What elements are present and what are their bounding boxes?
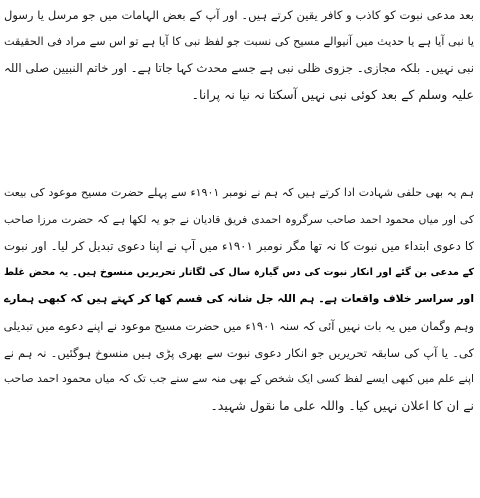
text-line: کی۔ یا آپ کی سابقہ تحریریں جو انکار دعوی نبوت سے بھری پڑی ہیں منسوخ ہوگئیں۔ نہ ہم نے: [4, 345, 474, 360]
text-line: وہم وگمان میں یہ بات نہیں آئی کہ سنہ ۱۹۰۱ء میں حضرت مسیح موعود نے اپنے دعوے میں تبدیلی: [4, 318, 474, 333]
text-line: اپنے علم میں کبھی ایسے لفظ کسی ایک شخص کے بھی منہ سے سنے جب تک کہ میاں محمود احمد صاحب: [4, 372, 474, 386]
text-line: یا نبی آیا ہے یا حدیث میں آنیوالے مسیح کی نسبت جو لفظ نبی کا آیا ہے تو اس سے مراد فی الحقیقت: [4, 34, 474, 48]
text-line: علیہ وسلم کے بعد کوئی نبی نہیں آسکتا نہ نیا نہ پرانا۔: [191, 86, 474, 102]
text-line: ہم یہ بھی حلفی شہادت ادا کرتے ہیں کہ ہم نے نومبر ۱۹۰۱ء سے پہلے حضرت مسیح موعود کی بیعت: [4, 186, 474, 199]
paragraph-2: [4, 180, 474, 419]
text-line: نے ان کا اعلان نہیں کیا۔ واللہ علی ما نقول شہید۔: [210, 397, 474, 413]
text-line-bold: اور سراسر خلاف واقعات ہے۔ ہم اللہ جل شانہ کی قسم کھا کر کہتے ہیں کہ کبھی ہمارے: [4, 292, 474, 306]
text-line: نبی نہیں۔ بلکہ مجازی۔ جزوی ظلی نبی ہے جسے محدث کہا جاتا ہے۔ اور خاتم النبیین صلی اللہ: [4, 61, 474, 76]
text-line: کی اور میاں محمود احمد صاحب سرگروہ احمدی فریق قادیان نے جو یہ لکھا ہے کہ حضرت مرزا صاحب: [4, 212, 474, 226]
text-line: بعد مدعی نبوت کو کاذب و کافر یقین کرتے ہیں۔ اور آپ کے بعض الہامات میں جو مرسل یا رسول: [4, 8, 474, 22]
text-line: کا دعوی ابتداء میں نبوت کا نہ تھا مگر نومبر ۱۹۰۱ء میں آپ نے اپنا دعوی تبدیل کر لیا۔ اور نبوت: [4, 239, 474, 254]
text-line-bold: کے مدعی بن گئے اور انکار نبوت کی دس گیارہ سال کی لگاتار تحریریں منسوخ ہیں۔ یہ محض غلط: [4, 266, 474, 278]
paragraph-1: [4, 2, 474, 108]
